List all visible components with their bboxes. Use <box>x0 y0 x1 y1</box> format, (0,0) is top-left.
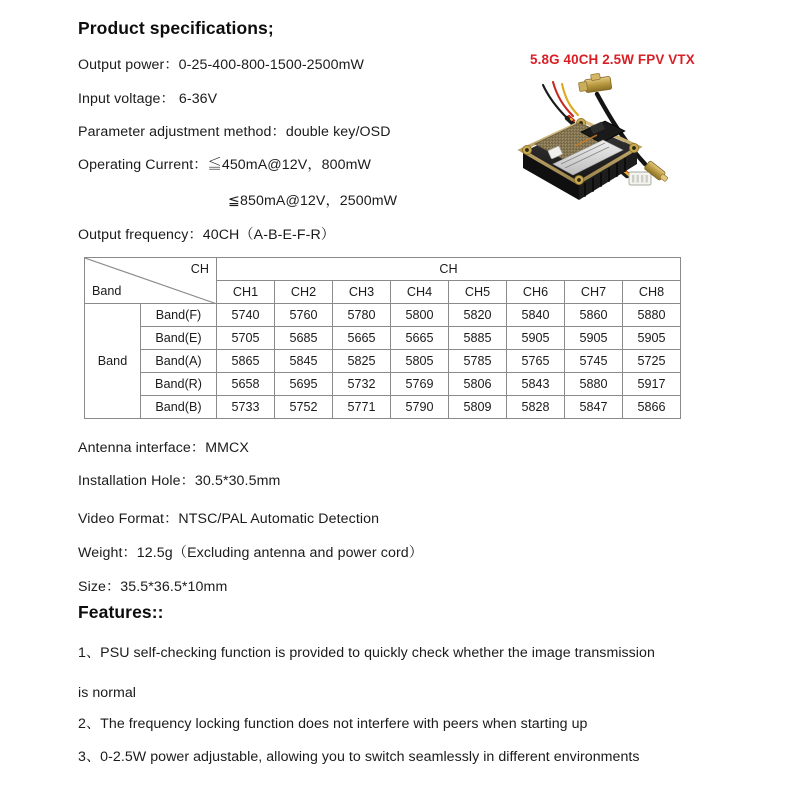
column-header-ch1: CH1 <box>217 281 275 304</box>
cell-b-ch6: 5828 <box>507 396 565 419</box>
cell-e-ch6: 5905 <box>507 327 565 350</box>
cell-e-ch1: 5705 <box>217 327 275 350</box>
feature-item-1: 1、PSU self-checking function is provided to quickly check whether the image transmission <box>78 645 655 661</box>
spec-input-voltage: Input voltage： 6-36V <box>78 91 218 107</box>
column-header-ch8: CH8 <box>623 281 681 304</box>
cell-a-ch1: 5865 <box>217 350 275 373</box>
column-header-ch7: CH7 <box>565 281 623 304</box>
cell-r-ch4: 5769 <box>391 373 449 396</box>
cell-b-ch5: 5809 <box>449 396 507 419</box>
cell-b-ch4: 5790 <box>391 396 449 419</box>
feature-item-3: 3、0-2.5W power adjustable, allowing you to switch seamlessly in different environments <box>78 749 640 765</box>
cell-a-ch4: 5805 <box>391 350 449 373</box>
cell-r-ch7: 5880 <box>565 373 623 396</box>
column-header-ch3: CH3 <box>333 281 391 304</box>
cell-r-ch3: 5732 <box>333 373 391 396</box>
table-corner-cell <box>85 258 217 304</box>
cell-a-ch2: 5845 <box>275 350 333 373</box>
cell-e-ch8: 5905 <box>623 327 681 350</box>
table-row <box>85 373 681 396</box>
table-row <box>85 396 681 419</box>
cell-r-ch1: 5658 <box>217 373 275 396</box>
cell-e-ch7: 5905 <box>565 327 623 350</box>
row-header-band-f: Band(F) <box>141 304 217 327</box>
spec-parameter-adjustment: Parameter adjustment method：double key/OSD <box>78 124 391 140</box>
cell-b-ch2: 5752 <box>275 396 333 419</box>
frequency-table <box>84 257 681 419</box>
table-row <box>85 350 681 373</box>
ch-group-header: CH <box>217 258 681 281</box>
spec-video-format: Video Format：NTSC/PAL Automatic Detection <box>78 511 380 527</box>
cell-f-ch8: 5880 <box>623 304 681 327</box>
cell-a-ch8: 5725 <box>623 350 681 373</box>
column-header-ch2: CH2 <box>275 281 333 304</box>
cell-r-ch2: 5695 <box>275 373 333 396</box>
spec-operating-current-second: ≦850mA@12V，2500mW <box>228 193 398 209</box>
spec-operating-current: Operating Current：≦450mA@12V，800mW <box>78 157 371 173</box>
cell-f-ch2: 5760 <box>275 304 333 327</box>
spec-output-frequency: Output frequency：40CH（A-B-E-F-R） <box>78 227 336 243</box>
cell-b-ch1: 5733 <box>217 396 275 419</box>
cell-a-ch7: 5745 <box>565 350 623 373</box>
features-title: Features:: <box>78 602 164 622</box>
cell-a-ch3: 5825 <box>333 350 391 373</box>
band-group-label: Band <box>85 304 141 419</box>
cell-f-ch5: 5820 <box>449 304 507 327</box>
product-model-label: 5.8G 40CH 2.5W FPV VTX <box>530 52 695 67</box>
cell-f-ch1: 5740 <box>217 304 275 327</box>
cell-e-ch4: 5665 <box>391 327 449 350</box>
cell-r-ch5: 5806 <box>449 373 507 396</box>
cell-r-ch6: 5843 <box>507 373 565 396</box>
column-header-ch5: CH5 <box>449 281 507 304</box>
row-header-band-a: Band(A) <box>141 350 217 373</box>
corner-ch-label: CH <box>190 262 209 276</box>
corner-band-label: Band <box>92 284 122 298</box>
feature-item-2: 2、The frequency locking function does not interfere with peers when starting up <box>78 716 588 732</box>
cell-f-ch7: 5860 <box>565 304 623 327</box>
row-header-band-r: Band(R) <box>141 373 217 396</box>
cell-e-ch2: 5685 <box>275 327 333 350</box>
cell-a-ch5: 5785 <box>449 350 507 373</box>
frequency-table-container <box>84 257 681 419</box>
cell-a-ch6: 5765 <box>507 350 565 373</box>
page-title: Product specifications; <box>78 18 274 38</box>
cell-b-ch7: 5847 <box>565 396 623 419</box>
cell-e-ch5: 5885 <box>449 327 507 350</box>
column-header-ch6: CH6 <box>507 281 565 304</box>
cell-b-ch3: 5771 <box>333 396 391 419</box>
product-photo <box>505 72 740 212</box>
cell-b-ch8: 5866 <box>623 396 681 419</box>
spec-weight: Weight：12.5g（Excluding antenna and power cord） <box>78 545 424 561</box>
spec-output-power: Output power：0-25-400-800-1500-2500mW <box>78 57 365 73</box>
table-header-row-group <box>85 258 681 281</box>
spec-installation-hole: Installation Hole：30.5*30.5mm <box>78 473 281 489</box>
spec-antenna-interface: Antenna interface：MMCX <box>78 440 249 456</box>
column-header-ch4: CH4 <box>391 281 449 304</box>
spec-size: Size：35.5*36.5*10mm <box>78 579 228 595</box>
cell-f-ch6: 5840 <box>507 304 565 327</box>
table-row <box>85 327 681 350</box>
table-row <box>85 304 681 327</box>
cell-f-ch3: 5780 <box>333 304 391 327</box>
cell-e-ch3: 5665 <box>333 327 391 350</box>
cell-r-ch8: 5917 <box>623 373 681 396</box>
row-header-band-e: Band(E) <box>141 327 217 350</box>
cell-f-ch4: 5800 <box>391 304 449 327</box>
feature-item-1-continued: is normal <box>78 685 137 701</box>
row-header-band-b: Band(B) <box>141 396 217 419</box>
